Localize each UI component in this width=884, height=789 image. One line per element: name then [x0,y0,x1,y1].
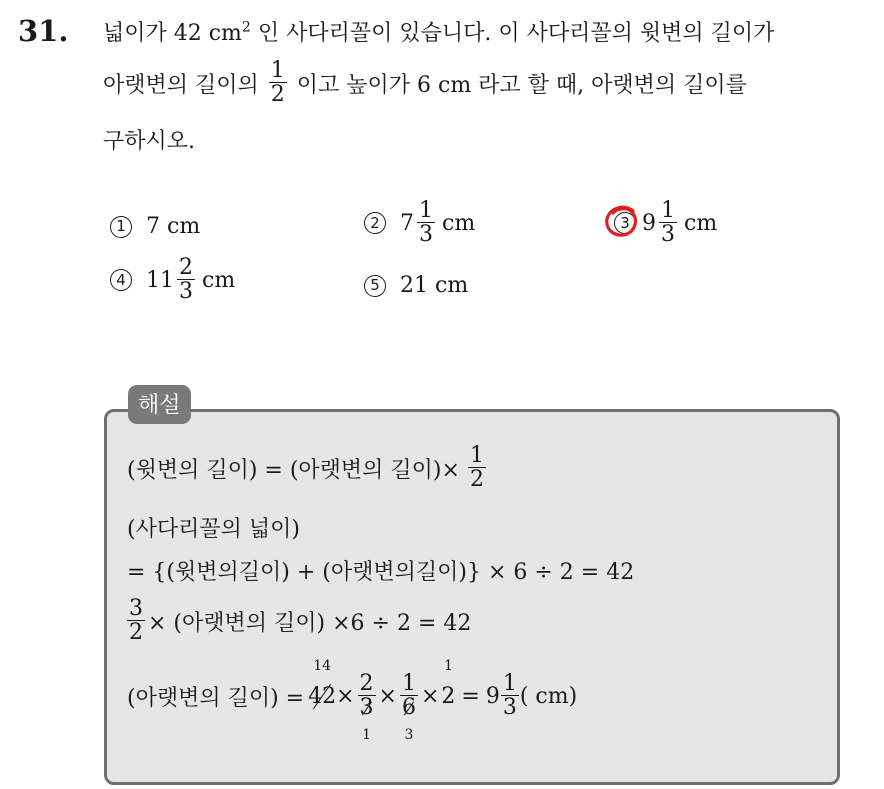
result-denominator: 3 [502,695,517,720]
question-line-1-a: 넓이가 42 cm [103,21,242,46]
choice-1-unit: cm [167,214,201,239]
solution-line-5 [127,657,578,743]
choice-3-marker: 3 [614,212,636,234]
choice-5-unit: cm [435,273,469,298]
choice-2-marker: 2 [364,212,386,234]
choice-2-denominator: 3 [419,222,433,247]
cancel-42-result: 14 [313,657,332,674]
choice-4-unit: cm [202,267,236,293]
choice-4-marker: 4 [110,269,132,291]
solution-line-1-numerator: 1 [469,443,484,468]
question-line-3: 구하시오. [103,129,196,154]
choice-1[interactable] [110,214,200,239]
solution-line-1-text: (윗변의 길이) = (아랫변의 길이)× [127,457,460,483]
result-unit: ( cm) [519,683,578,709]
choice-2[interactable] [364,200,475,246]
cancel-frac-2 [397,671,421,743]
cancel-frac-1 [355,671,379,743]
fraction-1-cancel-result: 1 [362,727,372,743]
choice-4-denominator: 3 [179,279,193,304]
fraction-2-denominator: 6 [401,695,416,720]
solution-line-1 [127,445,489,491]
result-whole: 9 [485,683,500,709]
solution-line-1-denominator: 2 [469,467,484,492]
choice-4[interactable] [110,257,235,303]
solution-tag: 해설 [128,385,191,424]
choice-5-marker: 5 [364,275,386,297]
solution-line-2 [127,512,300,543]
choice-2-numerator: 1 [419,198,433,223]
choice-4-whole: 11 [146,267,174,293]
choice-2-whole: 7 [400,210,414,236]
solution-line-4 [127,598,471,644]
choice-5[interactable] [364,273,468,298]
solution-line-5-fraction-2 [400,673,418,719]
choice-4-numerator: 2 [179,255,193,280]
solution-line-4-denominator: 2 [129,620,143,645]
question-line-2-a: 아랫변의 길이의 [103,72,259,98]
fraction-2-numerator: 1 [401,671,416,696]
choice-2-fraction [417,200,435,246]
choice-3-unit: cm [684,210,718,236]
fraction-1-numerator: 2 [359,671,374,696]
question-fraction [269,60,287,106]
choice-2-unit: cm [442,210,476,236]
solution-line-4-fraction [127,598,145,644]
times-3: × [420,683,440,709]
solution-line-5-fraction-1 [358,673,376,719]
solution-line-3-text: = {(윗변의길이) + (아랫변의길이)} × 6 ÷ 2 = 42 [127,560,635,585]
choice-3-whole: 9 [642,210,656,236]
solution-line-4-text: × (아랫변의 길이) ×6 ÷ 2 = 42 [148,610,472,636]
equals: = [461,683,480,709]
fraction-2-cancel-result: 3 [404,727,414,743]
question-line-1-sup: 2 [241,19,251,36]
choice-3-denominator: 3 [661,222,675,247]
question-line-2 [103,60,747,106]
choice-1-value: 7 [146,214,160,239]
result-fraction [501,673,519,719]
question-line-2-b: 이고 높이가 6 cm 라고 할 때, 아랫변의 길이를 [296,72,747,98]
fraction-1-denominator: 3 [359,695,374,720]
solution-line-1-fraction [468,445,486,491]
question-number: 31. [18,14,69,48]
result-numerator: 1 [502,671,517,696]
cancel-42-value: 42 [308,683,337,709]
cancel-2-value: 2 [441,683,456,709]
choice-3-numerator: 1 [661,198,675,223]
choice-1-marker: 1 [110,216,132,238]
question-fraction-numerator: 1 [270,58,285,83]
question-line-1 [103,16,774,47]
solution-line-2-text: (사다리꼴의 넓이) [127,517,300,542]
times-2: × [378,683,397,709]
question-fraction-denominator: 2 [270,82,285,107]
solution-line-3 [127,555,634,586]
cancel-2-result: 1 [443,657,453,674]
times-1: × [336,683,355,709]
cancel-42 [308,657,337,709]
choice-3-fraction [659,200,677,246]
choice-5-value: 21 [400,273,428,298]
question-line-1-b: 인 사다리꼴이 있습니다. 이 사다리꼴의 윗변의 길이가 [250,21,775,46]
cancel-2 [441,657,456,709]
solution-line-5-text: (아랫변의 길이) = [127,685,305,711]
choice-4-fraction [177,257,195,303]
answer-mark-circle [603,203,641,241]
solution-line-4-numerator: 3 [129,596,143,621]
